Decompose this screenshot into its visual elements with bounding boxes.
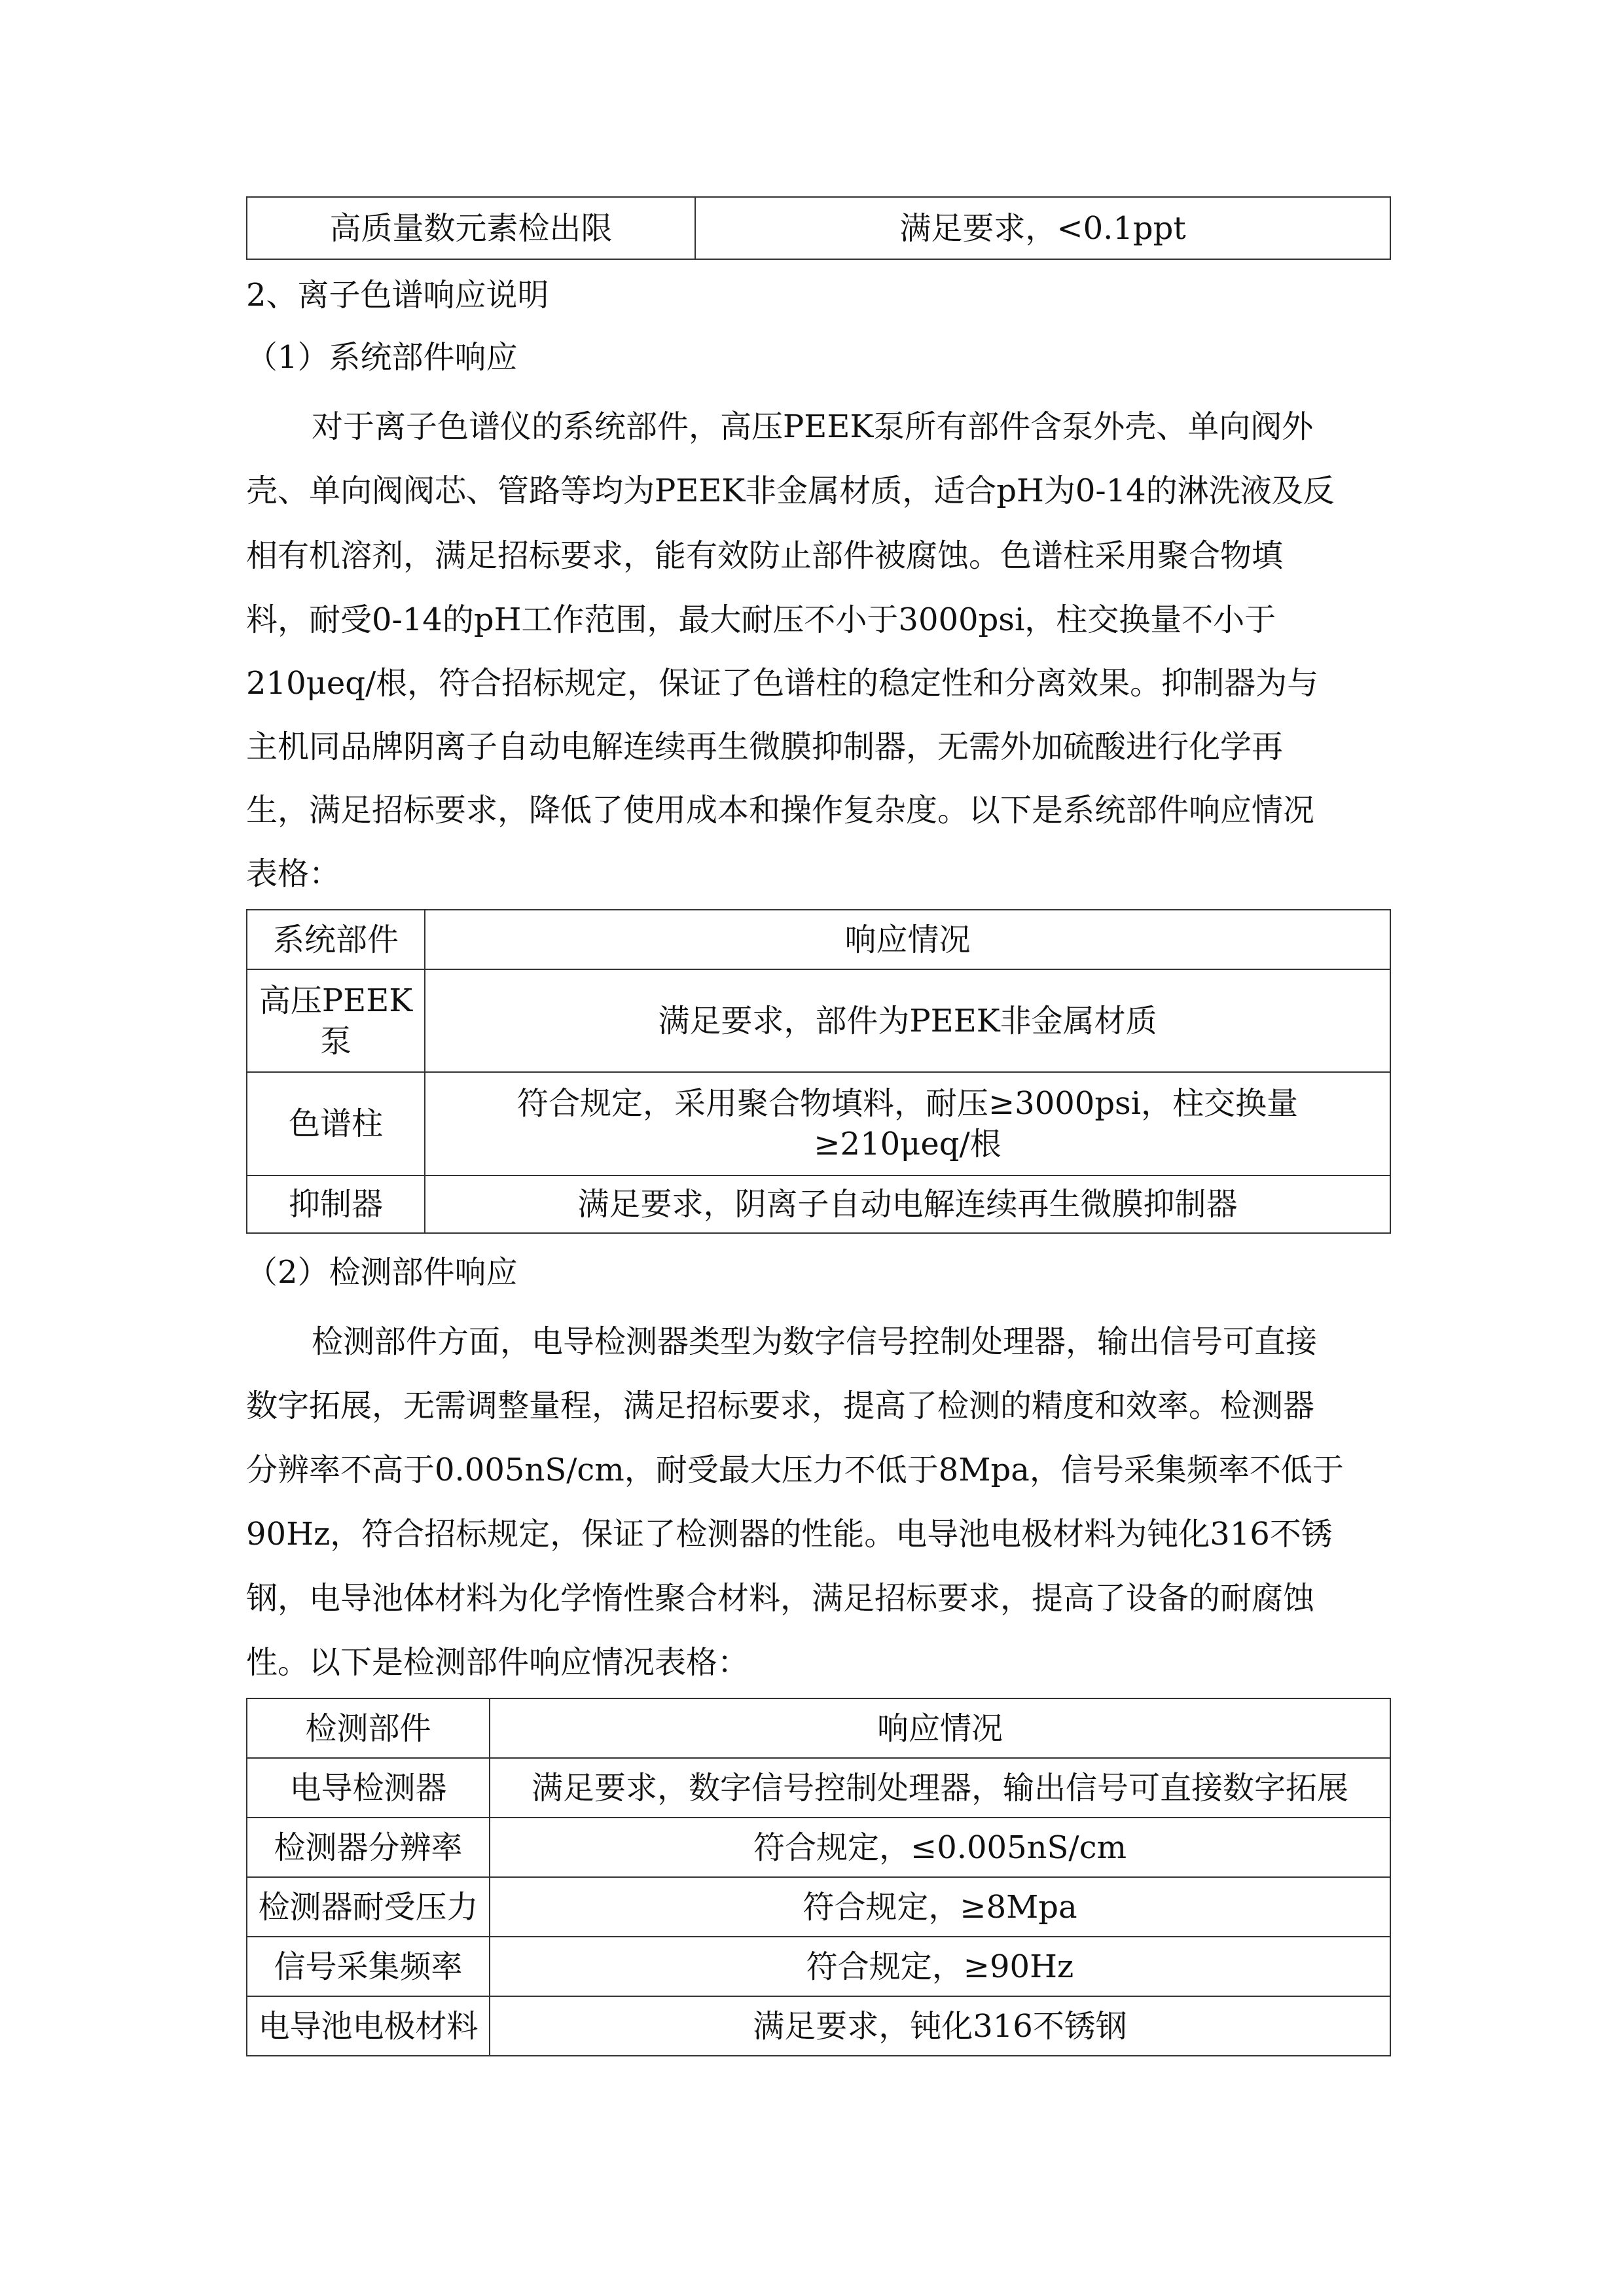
table-cell: 电导池电极材料 [247,1996,490,2056]
table-header-cell: 响应情况 [425,910,1390,969]
paragraph-line: 90Hz，符合招标规定，保证了检测器的性能。电导池电极材料为钝化316不锈 [246,1516,1333,1552]
table-cell: 色谱柱 [247,1072,425,1175]
paragraph-line: 钢，电导池体材料为化学惰性聚合材料，满足招标要求，提高了设备的耐腐蚀 [246,1580,1315,1617]
subsection-heading: （1）系统部件响应 [246,339,518,376]
table-cell: 电导检测器 [247,1758,490,1818]
table-header-row [247,1698,1390,1758]
table-cell: 符合规定，≥90Hz [490,1937,1390,1996]
paragraph-line: 性。以下是检测部件响应情况表格： [246,1644,749,1681]
table-row [247,1758,1390,1818]
paragraph-line: 对于离子色谱仪的系统部件，高压PEEK泵所有部件含泵外壳、单向阀外 [312,408,1314,445]
table-cell: 满足要求，钝化316不锈钢 [490,1996,1390,2056]
paragraph-line: 分辨率不高于0.005nS/cm，耐受最大压力不低于8Mpa，信号采集频率不低于 [246,1452,1344,1488]
paragraph-line: 表格： [246,855,341,892]
table-row [247,1937,1390,1996]
table-top [246,196,1391,260]
table-cell: 满足要求，<0.1ppt [695,197,1390,259]
table-row [247,1072,1390,1175]
table-cell: 检测器分辨率 [247,1818,490,1877]
table-header-cell: 响应情况 [490,1698,1390,1758]
table-cell: 检测器耐受压力 [247,1877,490,1937]
table-cell: 满足要求，数字信号控制处理器，输出信号可直接数字拓展 [490,1758,1390,1818]
table-cell: 信号采集频率 [247,1937,490,1996]
paragraph-line: 料，耐受0-14的pH工作范围，最大耐压不小于3000psi，柱交换量不小于 [246,601,1276,638]
table-header-cell: 系统部件 [247,910,425,969]
table-cell: 满足要求，部件为PEEK非金属材质 [425,969,1390,1072]
table-header-row [247,910,1390,969]
table-header-cell: 检测部件 [247,1698,490,1758]
table-cell: 抑制器 [247,1175,425,1233]
table-cell: 符合规定，采用聚合物填料，耐压≥3000psi，柱交换量≥210μeq/根 [425,1072,1390,1175]
table-row [247,969,1390,1072]
table-cell: 满足要求，阴离子自动电解连续再生微膜抑制器 [425,1175,1390,1233]
section-heading: 2、离子色谱响应说明 [246,277,549,314]
paragraph-line: 壳、单向阀阀芯、管路等均为PEEK非金属材质，适合pH为0-14的淋洗液及反 [246,473,1335,509]
subsection-heading: （2）检测部件响应 [246,1254,518,1291]
paragraph-line: 检测部件方面，电导检测器类型为数字信号控制处理器，输出信号可直接 [312,1323,1318,1360]
paragraph-line: 生，满足招标要求，降低了使用成本和操作复杂度。以下是系统部件响应情况 [246,792,1315,829]
table-row [247,1996,1390,2056]
table-cell: 符合规定，≤0.005nS/cm [490,1818,1390,1877]
table-row [247,1877,1390,1937]
table-row [247,1818,1390,1877]
table-cell: 符合规定，≥8Mpa [490,1877,1390,1937]
paragraph-line: 相有机溶剂，满足招标要求，能有效防止部件被腐蚀。色谱柱采用聚合物填 [246,537,1284,574]
paragraph-line: 数字拓展，无需调整量程，满足招标要求，提高了检测的精度和效率。检测器 [246,1388,1315,1424]
table-cell: 高压PEEK泵 [247,969,425,1072]
paragraph-line: 主机同品牌阴离子自动电解连续再生微膜抑制器，无需外加硫酸进行化学再 [246,728,1284,765]
table-row [247,1175,1390,1233]
table-cell: 高质量数元素检出限 [247,197,695,259]
table-system-parts [246,909,1391,1234]
paragraph-line: 210μeq/根，符合招标规定，保证了色谱柱的稳定性和分离效果。抑制器为与 [246,665,1319,702]
table-row [247,197,1390,259]
table-detection-parts [246,1698,1391,2056]
